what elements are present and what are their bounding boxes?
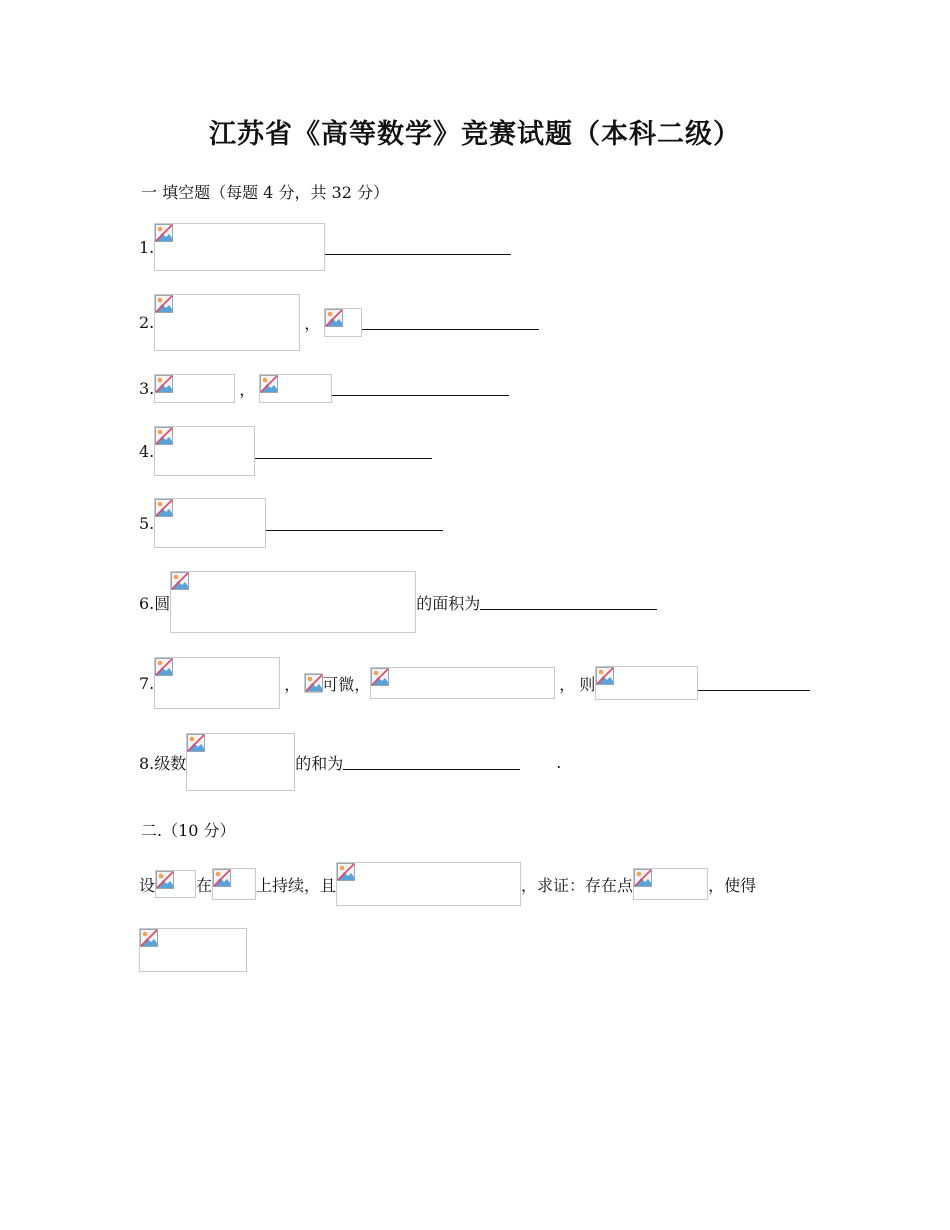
formula-image xyxy=(154,223,325,271)
formula-image xyxy=(633,868,708,900)
broken-image-icon xyxy=(155,499,173,517)
broken-image-icon xyxy=(325,309,343,327)
comma: ， xyxy=(239,379,256,399)
question-5 xyxy=(139,488,443,558)
broken-image-icon xyxy=(171,572,189,590)
answer-blank[interactable] xyxy=(266,529,443,531)
question-number: 2. xyxy=(139,312,155,332)
question-3 xyxy=(139,353,509,423)
formula-image xyxy=(336,862,521,906)
broken-image-icon xyxy=(634,869,652,887)
answer-blank[interactable] xyxy=(343,768,520,770)
question-8 xyxy=(139,727,561,797)
broken-image-icon xyxy=(155,224,173,242)
formula-image xyxy=(186,733,295,791)
formula-image xyxy=(304,673,322,693)
formula-image xyxy=(595,666,698,700)
question-number: 8.级数 xyxy=(139,753,187,773)
page-title: 江苏省《高等数学》竞赛试题（本科二级） xyxy=(209,119,741,150)
formula-image xyxy=(259,374,332,403)
question-2 xyxy=(139,287,539,357)
formula-image xyxy=(154,657,280,709)
question-number: 3. xyxy=(139,378,155,398)
formula-image xyxy=(154,498,266,548)
question-6 xyxy=(139,567,657,637)
answer-blank[interactable] xyxy=(325,253,511,255)
question-number: 4. xyxy=(139,441,155,461)
question-number: 1. xyxy=(139,237,155,257)
broken-image-icon xyxy=(337,863,355,881)
answer-blank[interactable] xyxy=(332,394,509,396)
problem-text: ，求证：存在点 xyxy=(521,875,634,895)
question-text: 可微， xyxy=(322,674,371,694)
problem-text: 在 xyxy=(196,875,213,895)
problem-text: 上持续，且 xyxy=(256,875,337,895)
period: . xyxy=(556,752,562,772)
formula-image xyxy=(370,667,555,699)
proof-problem xyxy=(139,849,756,919)
formula-image xyxy=(212,868,256,900)
broken-image-icon xyxy=(305,674,323,692)
formula-image xyxy=(155,870,196,898)
question-text: 的和为 xyxy=(295,753,344,773)
broken-image-icon xyxy=(187,734,205,752)
comma: ， xyxy=(284,674,301,694)
question-1 xyxy=(139,212,511,282)
question-number: 7. xyxy=(139,673,155,693)
broken-image-icon xyxy=(155,427,173,445)
problem-text: 设 xyxy=(139,875,156,895)
question-text: 则 xyxy=(579,674,596,694)
broken-image-icon xyxy=(213,869,231,887)
question-number: 5. xyxy=(139,513,155,533)
formula-image xyxy=(154,294,300,351)
section-1-heading: 一 填空题（每题 4 分，共 32 分） xyxy=(141,183,389,202)
section-2-heading: 二.（10 分） xyxy=(141,821,236,840)
answer-blank[interactable] xyxy=(362,328,539,330)
formula-image xyxy=(324,308,362,337)
question-7 xyxy=(139,648,810,718)
broken-image-icon xyxy=(140,929,158,947)
broken-image-icon xyxy=(155,375,173,393)
question-number: 6.圆 xyxy=(139,593,171,613)
broken-image-icon xyxy=(155,658,173,676)
comma: ， xyxy=(559,674,576,694)
broken-image-icon xyxy=(596,667,614,685)
formula-image xyxy=(154,374,235,403)
broken-image-icon xyxy=(371,668,389,686)
question-4 xyxy=(139,416,432,486)
comma: ， xyxy=(304,313,321,333)
broken-image-icon xyxy=(155,295,173,313)
formula-image xyxy=(154,426,255,476)
formula-image xyxy=(170,571,416,633)
problem-text: ，使得 xyxy=(708,875,757,895)
answer-blank[interactable] xyxy=(480,608,657,610)
answer-blank[interactable] xyxy=(698,689,810,691)
question-text: 的面积为 xyxy=(416,593,481,613)
broken-image-icon xyxy=(156,871,174,889)
formula-image xyxy=(139,928,247,972)
broken-image-icon xyxy=(260,375,278,393)
answer-blank[interactable] xyxy=(255,457,432,459)
